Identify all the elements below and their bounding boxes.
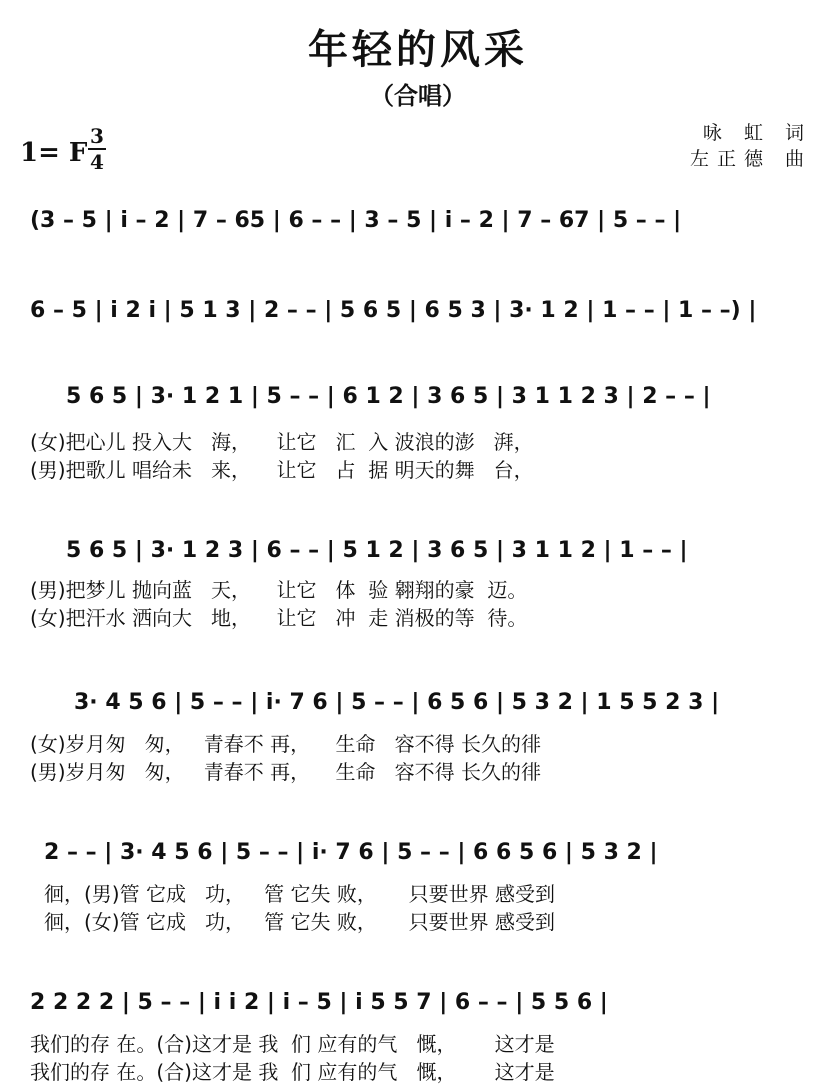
- meter-top: 3: [90, 124, 104, 148]
- song-title: 年轻的风采: [308, 27, 528, 73]
- music-line: (3 – 5 | i – 2 | 7 – 65 | 6 – – | 3 – 5 | i – 2 | 7 – 67 | 5 – – |: [30, 208, 682, 233]
- lyricist-credit: 咏 虹 词: [702, 122, 812, 144]
- lyric-line: (男)把梦儿 抛向蓝 天， 让它 体 验 翱翔的豪 迈。: [30, 578, 528, 602]
- key-signature: 1= F: [20, 138, 88, 168]
- lyric-line: 我们的存 在。(合)这才是 我 们 应有的气 慨， 这才是: [30, 1032, 555, 1056]
- music-line: 5 6 5 | 3· 1 2 1 | 5 – – | 6 1 2 | 3 6 5 | 3 1 1 2 3 | 2 – – |: [66, 384, 711, 409]
- lyric-line: (男)岁月匆 匆， 青春不 再， 生命 容不得 长久的徘: [30, 760, 541, 784]
- lyric-line: (女)把心儿 投入大 海， 让它 汇 入 波浪的澎 湃，: [30, 430, 534, 454]
- music-line: 6 – 5 | i 2 i | 5 1 3 | 2 – – | 5 6 5 | 6 5 3 | 3· 1 2 | 1 – – | 1 – –) |: [30, 298, 757, 323]
- lyric-line: 徊，(男)管 它成 功， 管 它失 败， 只要世界 感受到: [44, 882, 555, 906]
- composer-credit: 左正德 曲: [689, 148, 812, 170]
- music-line: 3· 4 5 6 | 5 – – | i· 7 6 | 5 – – | 6 5 6 | 5 3 2 | 1 5 5 2 3 |: [74, 690, 720, 715]
- lyric-line: (女)岁月匆 匆， 青春不 再， 生命 容不得 长久的徘: [30, 732, 541, 756]
- lyric-line: 徊，(女)管 它成 功， 管 它失 败， 只要世界 感受到: [44, 910, 555, 934]
- song-subtitle: （合唱）: [370, 82, 466, 110]
- music-line: 2 2 2 2 | 5 – – | i i 2 | i – 5 | i 5 5 7 | 6 – – | 5 5 6 |: [30, 990, 608, 1015]
- music-line: 2 – – | 3· 4 5 6 | 5 – – | i· 7 6 | 5 – – | 6 6 5 6 | 5 3 2 |: [44, 840, 658, 865]
- lyric-line: (女)把汗水 洒向大 地， 让它 冲 走 消极的等 待。: [30, 606, 528, 630]
- lyric-line: 我们的存 在。(合)这才是 我 们 应有的气 慨， 这才是: [30, 1060, 555, 1084]
- time-signature: [88, 126, 106, 172]
- meter-bottom: 4: [90, 150, 104, 174]
- lyric-line: (男)把歌儿 唱给未 来， 让它 占 据 明天的舞 台，: [30, 458, 534, 482]
- music-line: 5 6 5 | 3· 1 2 3 | 6 – – | 5 1 2 | 3 6 5 | 3 1 1 2 | 1 – – |: [66, 538, 688, 563]
